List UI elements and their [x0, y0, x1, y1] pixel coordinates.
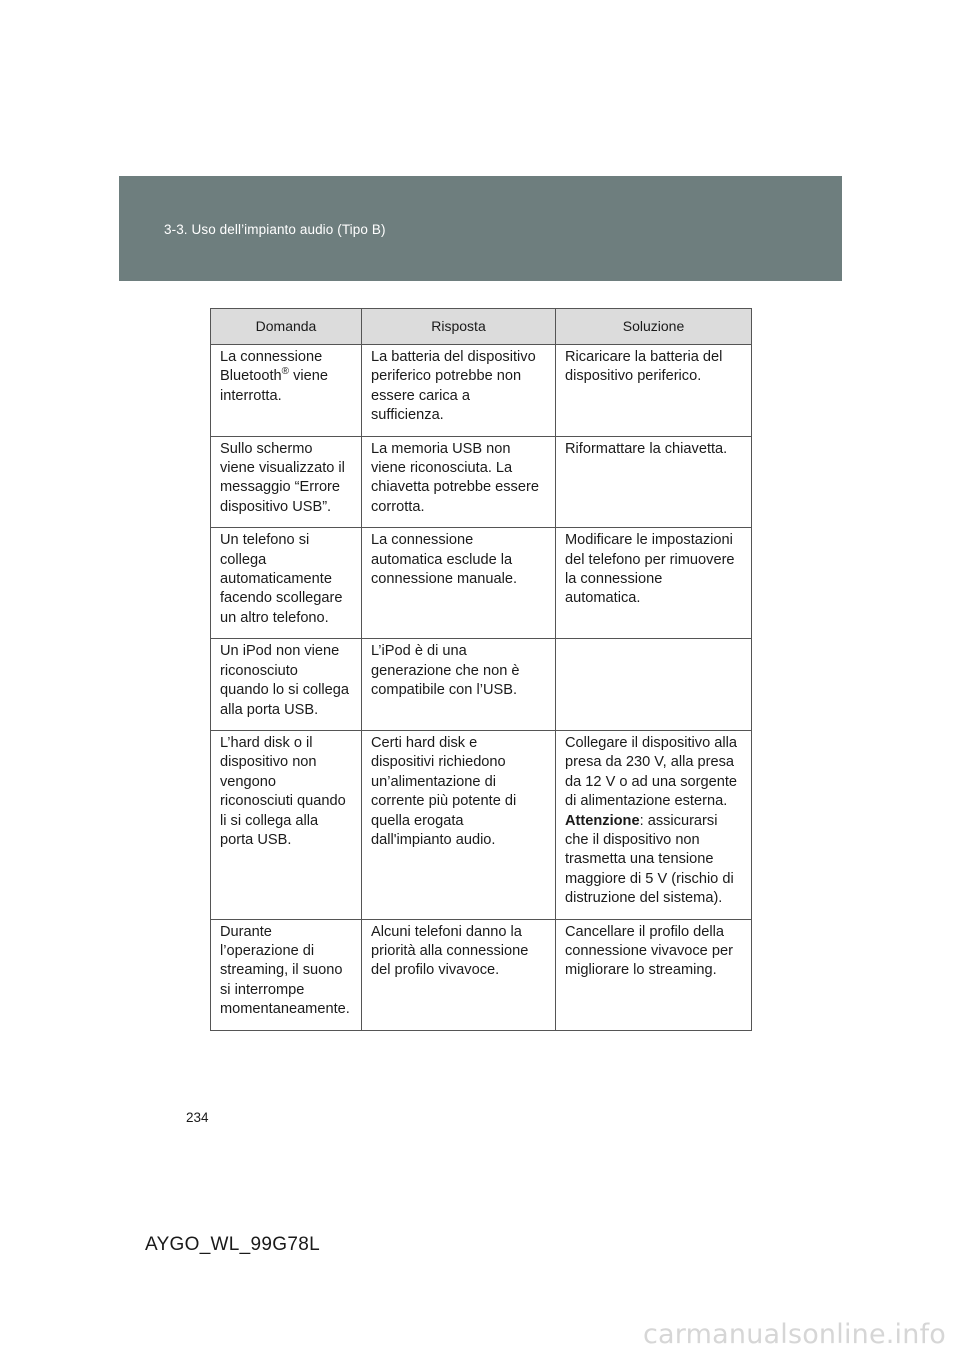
cell-line: Durante: [220, 923, 272, 940]
bluetooth-word: Bluetooth: [220, 368, 282, 385]
cell-line: Un iPod non viene: [220, 643, 340, 660]
solution-cell-empty: [556, 639, 752, 731]
cell-line: viene visualizzato il: [220, 460, 345, 477]
cell-line: sufficienza.: [371, 407, 444, 424]
cell-line: dispositivo non: [220, 754, 317, 771]
answer-cell: [362, 639, 556, 731]
cell-line: riconosciuti quando: [220, 793, 346, 810]
table-row: [211, 528, 752, 639]
cell-line: connessione vivavoce per: [565, 942, 733, 959]
cell-line: interrotta.: [220, 387, 282, 404]
answer-cell: [362, 345, 556, 437]
cell-line: Riformattare la chiavetta.: [565, 440, 728, 457]
cell-line: streaming, il suono: [220, 962, 343, 979]
cell-line: la connessione: [565, 571, 663, 588]
cell-line: l’operazione di: [220, 942, 315, 959]
document-code: AYGO_WL_99G78L: [145, 1234, 320, 1255]
answer-cell: [362, 436, 556, 528]
cell-line: compatibile con l’USB.: [371, 682, 518, 699]
cell-line: li si collega alla: [220, 812, 319, 829]
cell-line: che il dispositivo non: [565, 831, 700, 848]
cell-line: connessione manuale.: [371, 571, 518, 588]
cell-line: del profilo vivavoce.: [371, 962, 500, 979]
cell-line: priorità alla connessione: [371, 942, 529, 959]
cell-line: migliorare lo streaming.: [565, 962, 717, 979]
question-cell: [211, 528, 362, 639]
cell-line: dispositivo USB”.: [220, 498, 332, 515]
cell-line: Ricaricare la batteria del: [565, 349, 723, 365]
cell-line: automatica esclude la: [371, 551, 513, 568]
cell-line: essere carica a: [371, 387, 470, 404]
table-row: [211, 436, 752, 528]
warning-line: [565, 812, 745, 831]
cell-line: momentaneamente.: [220, 1001, 350, 1018]
section-title: 3-3. Uso dell’impianto audio (Tipo B): [164, 222, 386, 237]
cell-line: automaticamente: [220, 571, 332, 588]
cell-line: dall'impianto audio.: [371, 831, 496, 848]
cell-line: alla porta USB.: [220, 701, 319, 718]
cell-line: facendo scollegare: [220, 590, 343, 607]
cell-line: presa da 230 V, alla presa: [565, 754, 735, 771]
cell-fragment: viene: [289, 368, 328, 385]
watermark: carmanualsonline.info: [643, 1319, 946, 1350]
solution-cell: [556, 919, 752, 1030]
cell-line: trasmetta una tensione: [565, 851, 714, 868]
cell-line: Modificare le impostazioni: [565, 532, 733, 549]
solution-cell: [556, 436, 752, 528]
cell-line: da 12 V o ad una sorgente: [565, 773, 738, 790]
cell-line: Cancellare il profilo della: [565, 923, 724, 940]
cell-line: di alimentazione esterna.: [565, 793, 728, 810]
warning-text: : assicurarsi: [639, 812, 718, 829]
cell-line: corrotta.: [371, 498, 425, 515]
troubleshooting-table: [210, 308, 752, 1031]
cell-line: distruzione del sistema).: [565, 890, 723, 907]
cell-line: vengono: [220, 773, 276, 790]
cell-line: messaggio “Errore: [220, 479, 341, 496]
answer-cell: [362, 528, 556, 639]
cell-line: chiavetta potrebbe essere: [371, 479, 539, 496]
cell-line: maggiore di 5 V (rischio di: [565, 870, 734, 887]
cell-line: quella erogata: [371, 812, 464, 829]
cell-line: generazione che non è: [371, 662, 520, 679]
cell-line: L’iPod è di una: [371, 643, 467, 660]
answer-cell: [362, 919, 556, 1030]
cell-line: La batteria del dispositivo: [371, 349, 536, 365]
cell-line: periferico potrebbe non: [371, 368, 522, 385]
cell-line: dispositivo periferico.: [565, 368, 702, 385]
cell-line: un altro telefono.: [220, 609, 329, 626]
cell-line: porta USB.: [220, 831, 292, 848]
cell-line: collega: [220, 551, 267, 568]
table-row: [211, 919, 752, 1030]
cell-line: La memoria USB non: [371, 440, 511, 457]
table-row: [211, 639, 752, 731]
table-header-row: [211, 309, 752, 345]
cell-line: del telefono per rimuovere: [565, 551, 735, 568]
cell-line: Un telefono si: [220, 532, 310, 549]
cell-line: quando lo si collega: [220, 682, 350, 699]
cell-line: un’alimentazione di: [371, 773, 496, 790]
warning-label: Attenzione: [565, 812, 640, 829]
solution-cell: [556, 345, 752, 437]
table-row: [211, 345, 752, 437]
cell-line: riconosciuto: [220, 662, 298, 679]
cell-line: La connessione: [371, 532, 474, 549]
cell-line: Collegare il dispositivo alla: [565, 734, 737, 751]
cell-line: corrente più potente di: [371, 793, 517, 810]
column-header-soluzione: Soluzione: [556, 309, 752, 345]
question-cell: [211, 919, 362, 1030]
cell-line: dispositivi richiedono: [371, 754, 506, 771]
solution-cell: [556, 528, 752, 639]
column-header-domanda: Domanda: [211, 309, 362, 345]
cell-line: Certi hard disk e: [371, 734, 478, 751]
cell-line: La connessione: [220, 349, 323, 365]
cell-line: [220, 367, 355, 386]
section-header-band: [119, 176, 842, 281]
cell-line: automatica.: [565, 590, 641, 607]
question-cell: [211, 730, 362, 919]
question-cell: [211, 639, 362, 731]
question-cell: [211, 345, 362, 437]
column-header-risposta: Risposta: [362, 309, 556, 345]
cell-line: L’hard disk o il: [220, 734, 313, 751]
solution-cell: [556, 730, 752, 919]
answer-cell: [362, 730, 556, 919]
page-number: 234: [186, 1110, 209, 1125]
registered-mark: ®: [281, 366, 290, 378]
cell-line: si interrompe: [220, 981, 305, 998]
table-row: [211, 730, 752, 919]
cell-line: Alcuni telefoni danno la: [371, 923, 522, 940]
question-cell: [211, 436, 362, 528]
cell-line: viene riconosciuta. La: [371, 460, 513, 477]
cell-line: Sullo schermo: [220, 440, 313, 457]
